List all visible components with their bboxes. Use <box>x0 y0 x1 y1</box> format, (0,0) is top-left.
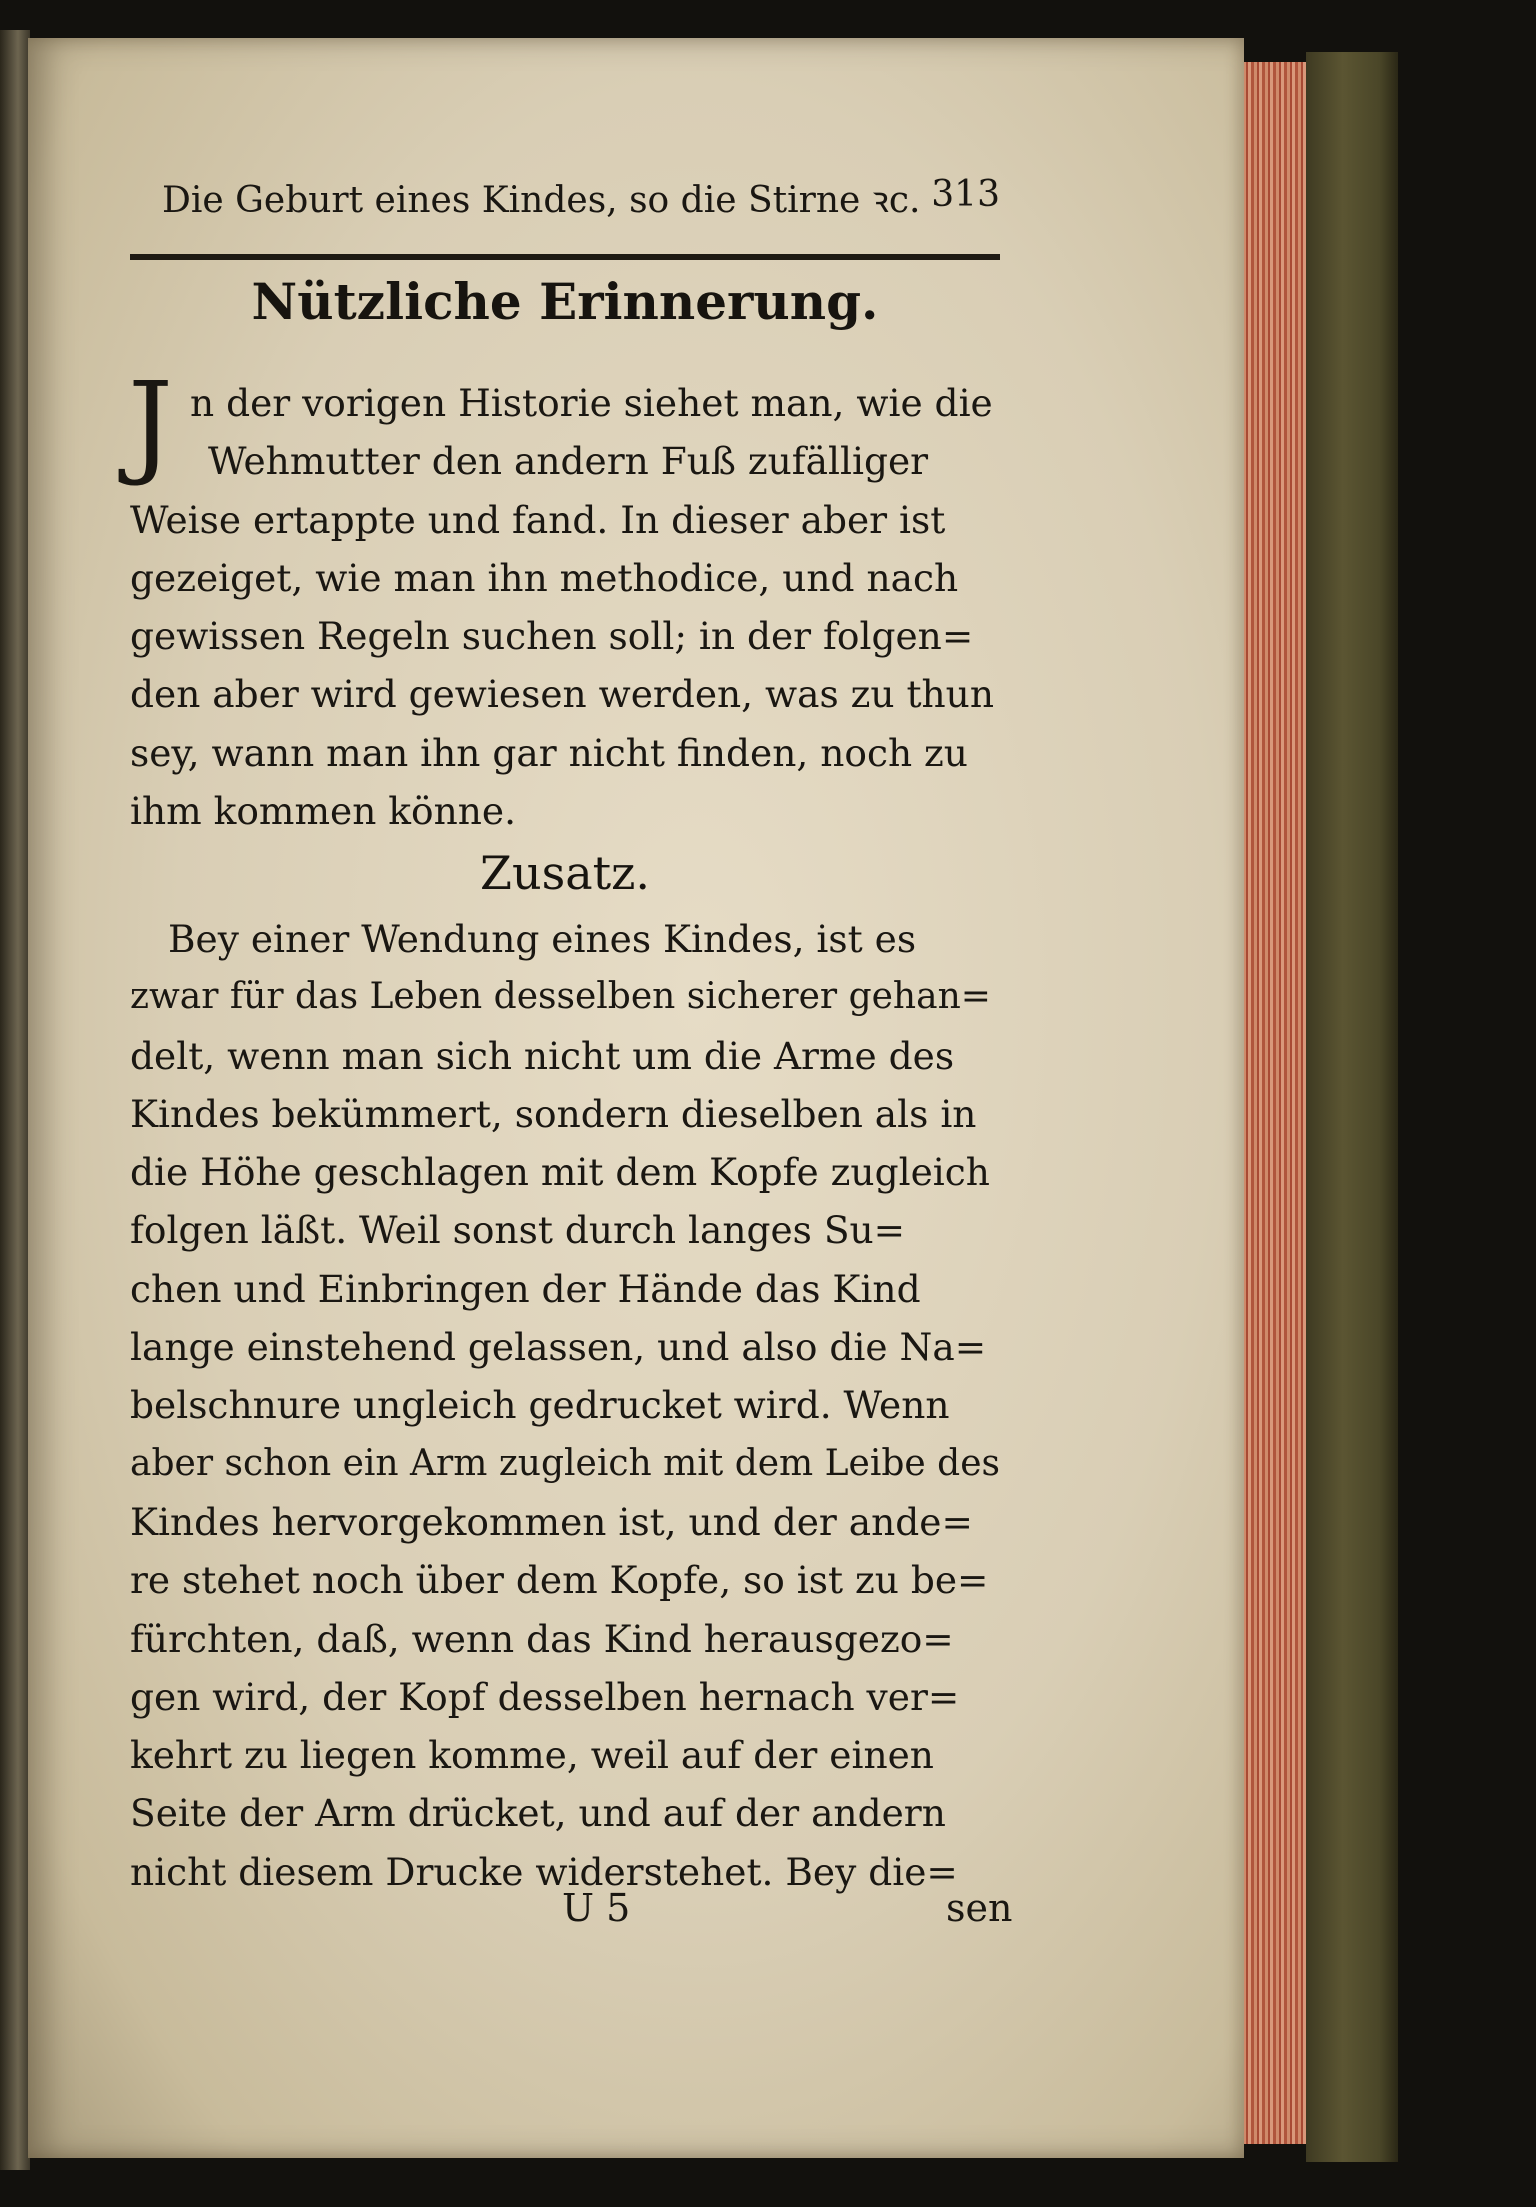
signature-mark: U 5 <box>562 1886 631 1930</box>
text-line: nicht diesem Drucke widerstehet. Bey die= <box>130 1849 958 1894</box>
text-line: aber schon ein Arm zugleich mit dem Leibe des <box>130 1442 1000 1484</box>
text-line: den aber wird gewiesen werden, was zu thun <box>130 672 994 717</box>
subheading-zusatz: Zusatz. <box>480 846 650 900</box>
drop-capital: J <box>128 359 173 489</box>
text-line: Weise ertappte und fand. In dieser aber ist <box>130 497 946 542</box>
text-line: Kindes bekümmert, sondern dieselben als in <box>130 1091 977 1136</box>
text-line: Bey einer Wendung eines Kindes, ist es <box>168 917 917 961</box>
paragraph-2 <box>130 910 1000 1901</box>
text-line: belschnure ungleich gedrucket wird. Wenn <box>130 1383 950 1428</box>
text-line: gewissen Regeln suchen soll; in der folgen= <box>130 614 974 659</box>
text-line: zwar für das Leben desselben sicherer gehan= <box>130 976 991 1018</box>
text-line: chen und Einbringen der Hände das Kind <box>130 1266 921 1311</box>
text-line: gen wird, der Kopf desselben hernach ver= <box>130 1674 960 1719</box>
book-cover <box>1306 52 1398 2162</box>
text-line: Seite der Arm drücket, und auf der andern <box>130 1791 946 1836</box>
text-line: n der vorigen Historie siehet man, wie die <box>190 381 993 425</box>
text-line: lange einstehend gelassen, und also die Na= <box>130 1325 987 1370</box>
text-line: sey, wann man ihn gar nicht finden, noch zu <box>130 730 968 775</box>
header-rule <box>130 254 1000 260</box>
page-number: 313 <box>931 174 1000 215</box>
paragraph-1 <box>130 374 1000 840</box>
text-line: kehrt zu liegen komme, weil auf der einen <box>130 1733 934 1778</box>
text-line: die Höhe geschlagen mit dem Kopfe zugleich <box>130 1150 990 1195</box>
text-line: gezeiget, wie man ihn methodice, und nach <box>130 555 959 600</box>
text-line: re stehet noch über dem Kopfe, so ist zu be= <box>130 1558 989 1603</box>
catchword: sen <box>946 1886 1013 1930</box>
running-title: Die Geburt eines Kindes, so die Stirne ꝛc. <box>162 180 921 221</box>
section-heading: Nützliche Erinnerung. <box>251 272 879 331</box>
text-line: Kindes hervorgekommen ist, und der ande= <box>130 1499 973 1544</box>
text-line: fürchten, daß, wenn das Kind herausgezo= <box>130 1616 954 1661</box>
text-line: ihm kommen könne. <box>130 789 517 834</box>
text-line: Wehmutter den andern Fuß zufälliger <box>208 439 929 484</box>
text-line: folgen läßt. Weil sonst durch langes Su= <box>130 1208 906 1253</box>
text-line: delt, wenn man sich nicht um die Arme des <box>130 1033 955 1078</box>
previous-page-edge <box>0 30 30 2170</box>
page-fore-edge <box>1240 62 1310 2144</box>
